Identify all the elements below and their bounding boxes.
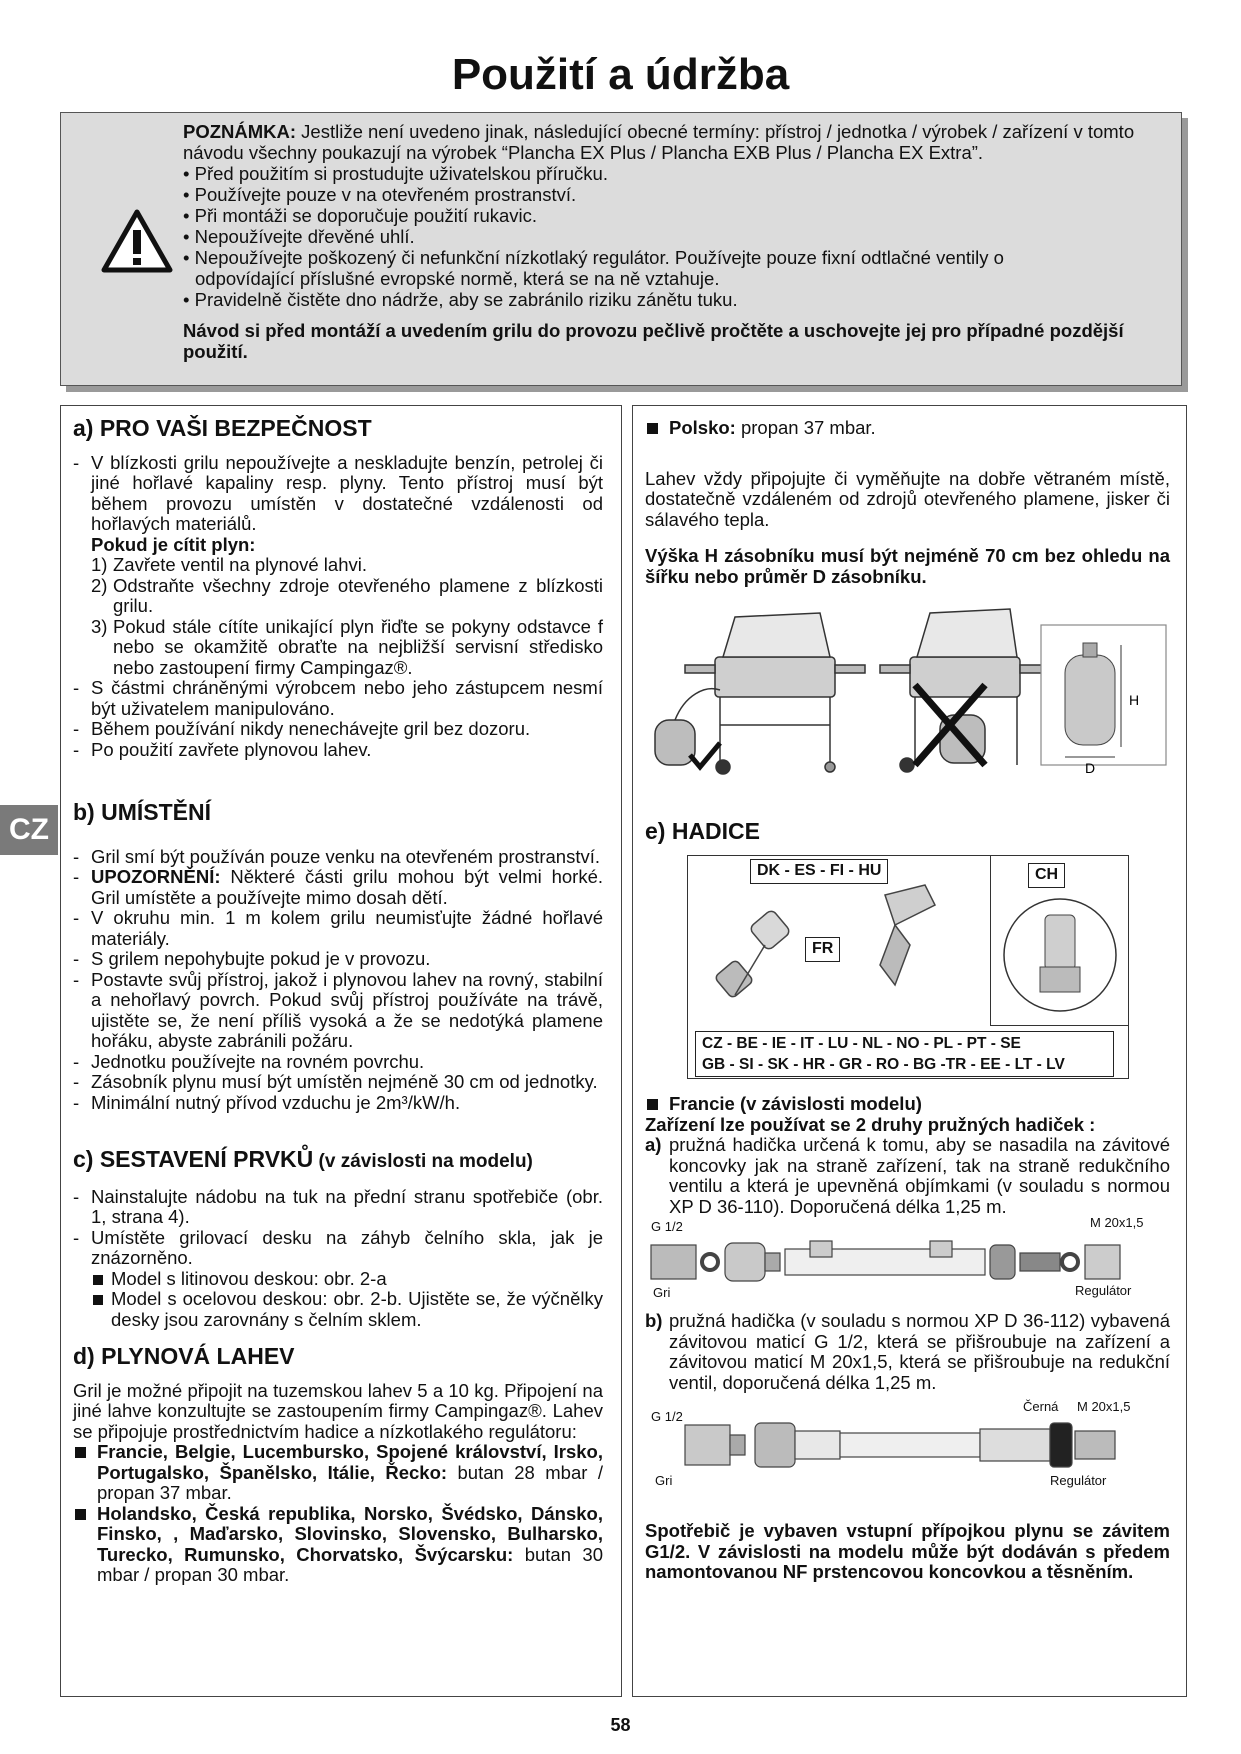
note-label: POZNÁMKA:: [183, 121, 297, 142]
section-b-title: b) UMÍSTĚNÍ: [73, 799, 211, 825]
label-ch: CH: [1028, 863, 1065, 888]
section-d-title: d) PLYNOVÁ LAHEV: [73, 1343, 295, 1369]
france-title: Francie (v závislosti modelu): [645, 1094, 1170, 1115]
note-box: [60, 112, 1182, 386]
note-text: [183, 121, 1153, 362]
cerna-label: Černá: [1023, 1399, 1059, 1414]
step-item: 1) Zavřete ventil na plynové lahvi.: [91, 554, 367, 575]
note-bullet: • Nepoužívejte poškozený či nefunkční nízkotlaký regulátor. Používejte pouze fixní odtlačné ventily o: [183, 247, 1004, 268]
list-item: - V okruhu min. 1 m kolem grilu neumisťujte žádné hořlavé materiály.: [73, 907, 603, 949]
list-item: - Během používání nikdy nenechávejte gril bez dozoru.: [73, 718, 531, 739]
bottle-placement-text: Lahev vždy připojujte či vyměňujte na dobře větraném místě, dostatečně vzdáleném od zdrojů otevřeného plamene, jisker či sálavého tepla.: [645, 467, 1170, 530]
list-item: - Gril smí být používán pouze venku na otevřeném prostranství.: [73, 845, 600, 867]
note-bullet: • Při montáži se doporučuje použití rukavic.: [183, 205, 538, 226]
note-bullet: • Používejte pouze v na otevřeném prostranství.: [183, 184, 577, 205]
hose-a-image: [645, 1233, 1170, 1288]
list-item: - Minimální nutný přívod vzduchu je 2m³/kW/h.: [73, 1091, 461, 1113]
hose-option-a: a) pružná hadička určená k tomu, aby se nasadila na závitové koncovky jak na straně zařízení, tak na straně redukčního ventilu a která je upevněná objímkami (v souladu s normou XP D 36-110). Doporučená délka 1,25 m.: [645, 1134, 1170, 1217]
note-bullet: • Nepoužívejte dřevěné uhlí.: [183, 226, 415, 247]
step-item: 3) Pokud stále cítíte unikající plyn řiďte se pokyny odstavce f nebo se okamžitě obraťte na nejbližší servisní středisko nebo zastoupení firmy Campingaz®.: [91, 615, 603, 678]
regulator-label: Regulátor: [1050, 1473, 1107, 1488]
bottle-text: Gril je možné připojit na tuzemskou lahev 5 a 10 kg. Připojení na jiné lahve konzultujte se zastoupením firmy Campingaz®. Lahev se připojuje prostřednictvím hadice a nízkotlakého regulátoru:: [73, 1379, 603, 1442]
page-number: 58: [610, 1715, 631, 1735]
list-item: - UPOZORNĚNÍ: Některé části grilu mohou být velmi horké. Gril umístěte a používejte mimo dosah dětí.: [73, 866, 603, 908]
m20-label: M 20x1,5: [1090, 1215, 1144, 1230]
ch-connector-image: [1000, 895, 1120, 1015]
hose-b-figure: [645, 1393, 1170, 1493]
poland-item: Polsko: propan 37 mbar.: [645, 418, 1170, 439]
left-column: [60, 405, 622, 1697]
language-tab: CZ: [0, 805, 58, 855]
hose-b-image: [645, 1417, 1170, 1472]
france-sub: Zařízení lze používat se 2 druhy pružných hadiček :: [645, 1113, 1096, 1135]
g12-label: G 1/2: [651, 1219, 683, 1234]
list-item: - Postavte svůj přístroj, jakož i plynovou lahev na rovný, stabilní a nehořlavý povrch. Pokud svůj přístroj používáte na trávě, ujistěte se, že není příliš vysoká a že se nedotýká plamene hořáku, abyste zabránili požáru.: [73, 968, 603, 1051]
note-bullet: odpovídající příslušné evropské normě, která se na ně vztahuje.: [195, 268, 720, 289]
note-intro: Jestliže není uvedeno jinak, následující obecné termíny: přístroj / jednotka / výrobek / zařízení v tomto návodu všechny poukazují na výrobek “Plancha EX Plus / Plancha EXB Plus / Plancha EX Extra”.: [183, 121, 1135, 163]
final-note: Spotřebič je vybaven vstupní přípojkou plynu se závitem G1/2. V závislosti na modelu může být dodáván s předem namontovanou NF prstencovou koncovkou a těsněním.: [645, 1520, 1170, 1582]
fig-h-label: H: [1129, 692, 1140, 708]
list-item: - Jednotku používejte na rovném povrchu.: [73, 1050, 425, 1072]
list-item: - Po použití zavřete plynovou lahev.: [73, 738, 372, 760]
label-fr: FR: [805, 937, 840, 962]
grill-bottle-figure: [645, 605, 1170, 780]
bottle-dimension-image: [1041, 625, 1166, 776]
list-item: - Umístěte grilovací desku na záhyb čelního skla, jak je znázorněno.: [73, 1226, 603, 1268]
list-item: - V blízkosti grilu nepoužívejte a neskladujte benzín, petrolej či jiné hořlavé kapaliny resp. plyny. Tento přístroj musí být během provozu umístěn v dostatečné vzdálenosti od hořlavých materiálů.: [73, 451, 603, 534]
step-item: 2) Odstraňte všechny zdroje otevřeného plamene z blízkosti grilu.: [91, 574, 603, 616]
section-c-title: c) SESTAVENÍ PRVKŮ (v závislosti na modelu): [73, 1146, 533, 1172]
sub-item: Model s litinovou deskou: obr. 2-a: [73, 1269, 603, 1290]
hose-regulator-figure: [645, 855, 1170, 1080]
note-bullet: • Před použitím si prostudujte uživatelskou příručku.: [183, 163, 608, 184]
label-dk-es-fi-hu: DK - ES - FI - HU: [750, 859, 888, 884]
right-column: [632, 405, 1187, 1697]
hose-a-figure: [645, 1217, 1170, 1305]
list-item: - S grilem nepohybujte pokud je v provozu.: [73, 948, 431, 969]
country-group: Holandsko, Česká republika, Norsko, Švédsko, Dánsko, Finsko, , Maďarsko, Slovinsko, Slovensko, Bulharsko, Turecko, Rumunsko, Chorvatsko, Švýcarsku: butan 30 mbar / propan 30 mbar.: [73, 1504, 603, 1586]
section-e-title: e) HADICE: [645, 817, 761, 844]
gri-label: Gri: [655, 1473, 673, 1488]
height-requirement: Výška H zásobníku musí být nejméně 70 cm bez ohledu na šířku nebo průměr D zásobníku.: [645, 545, 1170, 587]
list-item: - Nainstalujte nádobu na tuk na přední stranu spotřebiče (obr. 1, strana 4).: [73, 1185, 603, 1227]
sub-item: Model s ocelovou deskou: obr. 2-b. Ujistěte se, že výčnělky desky jsou zarovnány s čelním sklem.: [73, 1289, 603, 1330]
gri-label: Gri: [653, 1285, 671, 1300]
hose-option-b: b) pružná hadička (v souladu s normou XP D 36-112) vybavená závitovou maticí G 1/2, která se přišroubuje na zařízení a závitovou maticí M 20x1,5, která se přišroubuje na redukční ventil, doporučená délka 1,25 m.: [645, 1310, 1170, 1393]
country-group: Francie, Belgie, Lucembursko, Spojené království, Irsko, Portugalsko, Španělsko, Itálie, Řecko: butan 28 mbar / propan 37 mbar.: [73, 1442, 603, 1504]
page-title: Použití a údržba: [451, 50, 790, 99]
list-item: - Zásobník plynu musí být umístěn nejméně 30 cm od jednotky.: [73, 1071, 598, 1092]
label-countries: CZ - BE - IE - IT - LU - NL - NO - PL - PT - SE GB - SI - SK - HR - GR - RO - BG -TR - EE - LT - LV: [695, 1031, 1114, 1077]
grill-correct-image: [655, 613, 865, 774]
fig-d-label: D: [1085, 760, 1096, 776]
list-item: - S částmi chráněnými výrobcem nebo jeho zástupcem nesmí být uživatelem manipulováno.: [73, 677, 603, 719]
warning-icon: [101, 208, 173, 274]
note-bullet: • Pravidelně čistěte dno nádrže, aby se zabránilo riziku zánětu tuku.: [183, 289, 738, 310]
g12-label: G 1/2: [651, 1409, 683, 1424]
gas-smell-heading: Pokud je cítit plyn:: [91, 533, 256, 555]
regulator-label: Regulátor: [1075, 1283, 1132, 1298]
note-bold: Návod si před montáží a uvedením grilu do provozu pečlivě pročtěte a uschovejte jej pro případné pozdější použití.: [183, 320, 1124, 362]
section-a-title: a) PRO VAŠI BEZPEČNOST: [73, 415, 372, 441]
m20-label: M 20x1,5: [1077, 1399, 1131, 1414]
